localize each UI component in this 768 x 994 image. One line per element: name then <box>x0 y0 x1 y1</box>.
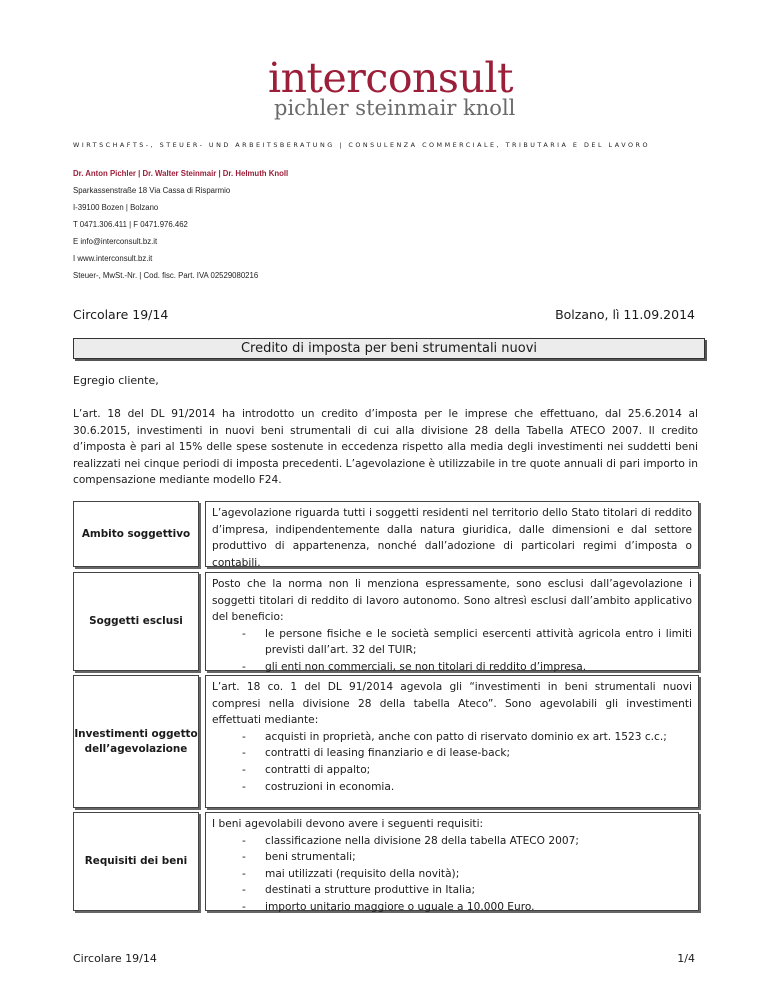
footer-circular: Circolare 19/14 <box>73 952 157 965</box>
address-city: I-39100 Bozen | Bolzano <box>73 203 159 212</box>
address-street: Sparkassenstraße 18 Via Cassa di Risparmio <box>73 186 231 195</box>
section-text: Posto che la norma non li menziona espressamente, sono esclusi dall’agevolazione i soggetti titolari di reddito di lavoro autonomo. Sono altresì esclusi dall’ambito applicativo del beneficio: <box>212 578 692 624</box>
logo-subtitle: pichler steinmair knoll <box>274 96 516 120</box>
list-item: - importo unitario maggiore o uguale a 10.000 Euro. <box>242 899 692 916</box>
list-item: - contratti di appalto; <box>242 762 692 779</box>
list-item: - contratti di leasing finanziario e di lease-back; <box>242 745 692 762</box>
phone-fax: T 0471.306.411 | F 0471.976.462 <box>73 220 188 229</box>
section-list <box>212 833 692 916</box>
list-item: - costruzioni in economia. <box>242 779 692 796</box>
list-item: - destinati a strutture produttive in Italia; <box>242 882 692 899</box>
section-text: I beni agevolabili devono avere i seguenti requisiti: <box>212 818 484 830</box>
list-item: - acquisti in proprietà, anche con patto di riservato dominio ex art. 1523 c.c.; <box>242 729 692 746</box>
list-item: - le persone fisiche e le società semplici esercenti attività agricola entro i limiti previsti dall’art. 32 del TUIR; <box>242 626 692 659</box>
email-address: E info@interconsult.bz.it <box>73 237 158 246</box>
section-content <box>205 501 699 567</box>
circular-number: Circolare 19/14 <box>73 307 169 322</box>
section-label: Investimenti oggetto dell’agevolazione <box>73 675 199 808</box>
section-content <box>205 812 699 911</box>
partner-names: Dr. Anton Pichler | Dr. Walter Steinmair | Dr. Helmuth Knoll <box>73 169 289 178</box>
section-content <box>205 675 699 808</box>
contact-block <box>73 165 573 284</box>
section-label: Soggetti esclusi <box>73 572 199 671</box>
tax-number: Steuer-, MwSt.-Nr. | Cod. fisc. Part. IVA 02529080216 <box>73 271 259 280</box>
website: I www.interconsult.bz.it <box>73 254 153 263</box>
greeting: Egregio cliente, <box>73 374 159 387</box>
list-item: - classificazione nella divisione 28 della tabella ATECO 2007; <box>242 833 692 850</box>
section-label: Requisiti dei beni <box>73 812 199 911</box>
company-tagline: WIRTSCHAFTS-, STEUER- UND ARBEITSBERATUNG | CONSULENZA COMMERCIALE, TRIBUTARIA E DEL LAVORO <box>73 141 650 149</box>
list-item: - mai utilizzati (requisito della novità); <box>242 866 692 883</box>
section-text: L’art. 18 co. 1 del DL 91/2014 agevola gli “investimenti in beni strumentali nuovi compresi nella divisione 28 della tabella Ateco”. Sono agevolabili gli investimenti effettuati mediante: <box>212 681 692 727</box>
page-number: 1/4 <box>677 952 695 965</box>
section-content <box>205 572 699 671</box>
section-list <box>212 626 692 676</box>
intro-paragraph: L’art. 18 del DL 91/2014 ha introdotto un credito d’imposta per le imprese che effettuano, dal 25.6.2014 al 30.6.2015, investimenti in nuovi beni strumentali di cui alla divisione 28 della Tabella ATECO 2007. Il credito d’imposta è pari al 15% delle spese sostenute in eccedenza rispetto alla media degli investimenti nei suddetti beni realizzati nei cinque periodi di imposta precedenti. L’agevolazione è utilizzabile in tre quote annuali di pari importo in compensazione mediante modello F24. <box>73 408 698 487</box>
section-list <box>212 729 692 795</box>
list-item: - gli enti non commerciali, se non titolari di reddito d’impresa. <box>242 659 692 676</box>
place-date: Bolzano, lì 11.09.2014 <box>555 307 695 322</box>
document-title: Credito di imposta per beni strumentali nuovi <box>73 338 705 359</box>
section-label: Ambito soggettivo <box>73 501 199 567</box>
company-logo <box>0 54 768 128</box>
list-item: - beni strumentali; <box>242 849 692 866</box>
section-text: L’agevolazione riguarda tutti i soggetti residenti nel territorio dello Stato titolari di reddito d’impresa, indipendentemente dalla natura giuridica, dalle dimensioni e dal settore produttivo di appartenenza, nonché dall’adozione di particolari regimi d’imposta o contabili. <box>212 507 692 569</box>
logo-wordmark: interconsult <box>268 54 513 102</box>
